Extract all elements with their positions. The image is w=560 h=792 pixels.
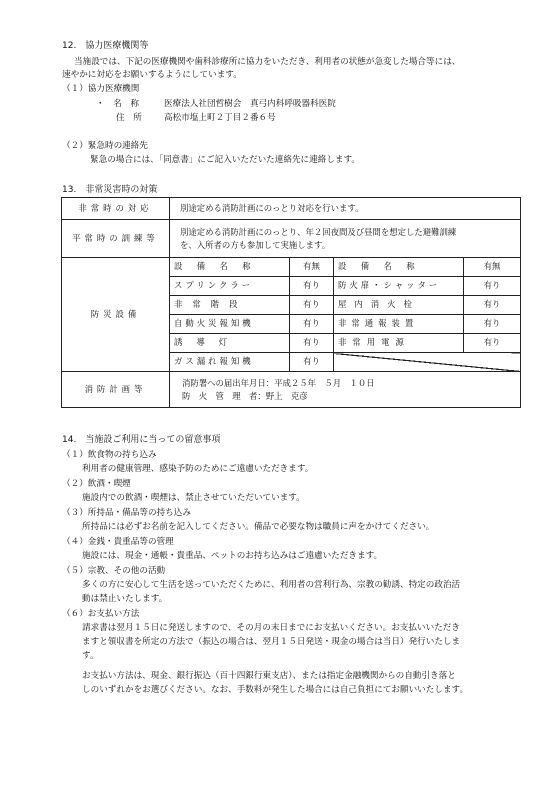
section-12-sub2-text: 緊急の場合には、「同意書」にご記入いただいた連絡先に連絡します。: [90, 155, 361, 165]
equipment-name: スプリンクラー: [170, 277, 290, 296]
regular-drill-line-2: を、入所者の方も参加して実施します。: [180, 239, 331, 250]
item-2-text: 施設内での飲酒・喫煙は、禁止させていただいています。: [82, 493, 305, 503]
table-row: [62, 372, 521, 408]
section-12-intro-line-1: 当施設では、下記の医療機関や歯科診療所に協力をいただき、利用者の状態が急変した場合等には、: [74, 57, 461, 67]
item-6-para-2-line-1: お支払い方法は、現金、銀行振込（百十四銀行東支店）、または指定金融機関からの自動引き落と: [82, 671, 456, 681]
hospital-address-value: 高松市塩上町２丁目２番６号: [164, 113, 276, 123]
item-4-text: 施設には、現金・通帳・貴重品、ペットのお持ち込みはご遠慮いただきます。: [82, 551, 383, 561]
equipment-status: 有り: [290, 315, 334, 334]
item-3-title: （３）所持品・備品等の持ち込み: [62, 508, 191, 518]
table-row: [62, 198, 521, 220]
equipment-header-name-right: 設 備 名 称: [334, 258, 464, 277]
equipment-name: 自動火災報知機: [170, 315, 290, 334]
item-2-title: （２）飲酒・喫煙: [62, 479, 131, 489]
fire-equipment-label: 防災設備: [62, 258, 170, 372]
item-4-title: （４）金銭・貴重品等の管理: [62, 537, 174, 547]
equipment-name: 屋内消火栓: [334, 296, 464, 315]
hospital-name-label: ・ 名 称: [96, 99, 139, 109]
equipment-header-name-left: 設 備 名 称: [170, 258, 290, 277]
equipment-header-status-right: 有無: [464, 258, 521, 277]
hospital-address-label: 住 所: [116, 113, 142, 123]
equipment-status: 有り: [464, 296, 521, 315]
item-6-para-1-line-1: 請求書は翌月１５日に発送しますので、その月の末日までにお支払いください。お支払いいただき: [82, 623, 460, 633]
equipment-name: ガス漏れ報知機: [170, 353, 290, 372]
item-3-text: 所持品には必ずお名前を記入してください。備品で必要な物は職員に声をかけてください。: [82, 522, 435, 532]
item-6-para-1-line-3: す。: [82, 651, 99, 661]
hospital-name-value: 医療法人社団哲樹会 真弓内科呼吸器科医院: [164, 99, 336, 109]
item-1-title: （１）飲食物の持ち込み: [62, 450, 157, 460]
disaster-measures-table: [61, 197, 521, 408]
empty-diagonal-cell: [334, 353, 521, 372]
item-5-text-line-1: 多くの方に安心して生活を送っていただくために、利用者の営利行為、宗教の勧誘、特定の政治活: [82, 580, 461, 590]
equipment-status: 有り: [290, 353, 334, 372]
equipment-status: 有り: [290, 277, 334, 296]
section-12-heading: 12. 協力医療機関等: [62, 41, 149, 51]
equipment-name: 誘導灯: [170, 334, 290, 353]
fire-plan-filing-date: 消防署への届出年月日：平成２５年 ５月 １０日: [182, 377, 375, 388]
item-6-para-2-line-2: しのいずれかをお選びください。なお、手数料が発生した場合には自己負担にてお願いいたします。: [82, 685, 469, 695]
equipment-name: 非常階段: [170, 296, 290, 315]
equipment-status: 有り: [464, 277, 521, 296]
section-13-heading: 13. 非常災害時の対策: [62, 185, 158, 195]
equipment-status: 有り: [464, 334, 521, 353]
item-6-para-1-line-2: ますと領収書を所定の方法で（振込の場合は、翌月１５日発送・現金の場合は当日）発行いたしま: [82, 637, 461, 647]
item-1-text: 利用者の健康管理、感染予防のためにご遠慮いただきます。: [82, 464, 314, 474]
section-12-intro-line-2: 速やかに対応をお願いするようにしています。: [62, 70, 242, 80]
equipment-name: 防火扉・シャッター: [334, 277, 464, 296]
equipment-status: 有り: [290, 296, 334, 315]
equipment-name: 非常通報装置: [334, 315, 464, 334]
fire-prevention-manager: 防 火 管 理 者：野上 克彦: [182, 390, 308, 401]
section-14-heading: 14. 当施設ご利用に当っての留意事項: [62, 435, 221, 445]
item-5-text-line-2: 動は禁止いたします。: [82, 594, 168, 604]
emergency-response-label: 非常時の対応: [62, 198, 170, 220]
section-12-sub2-title: （２）緊急時の連絡先: [62, 141, 148, 151]
table-row: [62, 258, 521, 277]
item-6-title: （６）お支払い方法: [62, 609, 140, 619]
section-12-sub1-title: （１）協力医療機関: [62, 84, 140, 94]
equipment-status: 有り: [290, 334, 334, 353]
regular-drill-value: [170, 220, 521, 258]
equipment-header-status-left: 有無: [290, 258, 334, 277]
emergency-response-value: 別途定める消防計画にのっとり対応を行います。: [170, 198, 521, 220]
item-5-title: （５）宗教、その他の活動: [62, 566, 166, 576]
fire-plan-value: [170, 372, 521, 408]
table-row: [62, 220, 521, 258]
fire-plan-label: 消防計画等: [62, 372, 170, 408]
regular-drill-line-1: 別途定める消防計画にのっとり、年２回夜間及び昼間を想定した避難訓練: [180, 226, 457, 237]
regular-drill-label: 平常時の訓練等: [62, 220, 170, 258]
equipment-status: 有り: [464, 315, 521, 334]
equipment-name: 非常用電源: [334, 334, 464, 353]
